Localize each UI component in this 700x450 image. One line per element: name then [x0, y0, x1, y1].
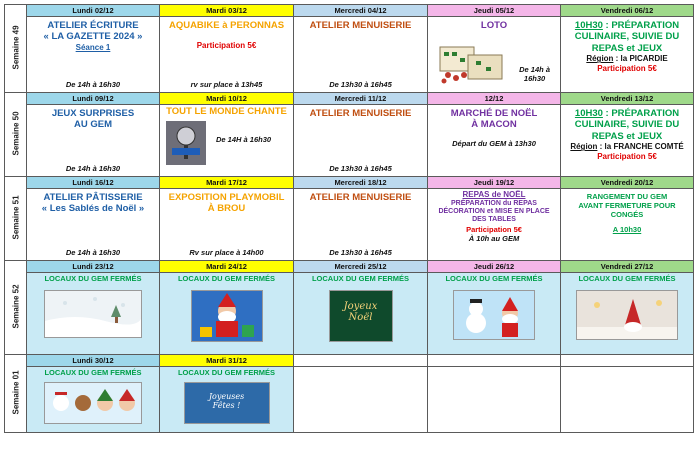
gnome-image — [576, 290, 678, 340]
activity-cell: ATELIER ÉCRITURE « LA GAZETTE 2024 » Séance 1 De 14h à 16h30 — [27, 17, 160, 93]
closed-cell: LOCAUX DU GEM FERMÉS — [428, 273, 561, 355]
activity-cell: RANGEMENT DU GEM AVANT FERMETURE POUR CONGÉS A 10h30 — [561, 189, 694, 261]
day-header: Jeudi 19/12 — [428, 177, 561, 189]
joyeuses-fetes-card: Joyeuses Fêtes ! — [184, 382, 270, 424]
week52-header-row — [5, 261, 694, 273]
day-header: Mercredi 18/12 — [294, 177, 428, 189]
activity-cell: MARCHÉ DE NOËL À MACON Départ du GEM à 13h30 — [428, 105, 561, 177]
week49-header-row — [5, 5, 694, 17]
day-header: Jeudi 26/12 — [428, 261, 561, 273]
week50-activities — [5, 105, 694, 177]
week-label: Semaine 52 — [5, 261, 27, 355]
activity-cell: 10H30 : PRÉPARATION CULINAIRE, SUIVIE DU REPAS et JEUX Région : la PICARDIE Participation 5€ — [561, 17, 694, 93]
week51-activities — [5, 189, 694, 261]
day-header: Mardi 31/12 — [160, 355, 294, 367]
santa-image — [191, 290, 263, 342]
activity-cell: REPAS de NOËL PRÉPARATION du REPAS DÉCORATION et MISE EN PLACE DES TABLES Participation 5€ À 10h au GEM — [428, 189, 561, 261]
closed-cell: LOCAUX DU GEM FERMÉS — [160, 273, 294, 355]
day-header: 12/12 — [428, 93, 561, 105]
day-header: Mardi 24/12 — [160, 261, 294, 273]
loto-image — [438, 41, 508, 85]
planning-table — [4, 4, 694, 433]
closed-cell: LOCAUX DU GEM FERMÉS Joyeux Noël — [294, 273, 428, 355]
week50-header-row — [5, 93, 694, 105]
activity-cell: ATELIER MENUISERIE De 13h30 à 16h45 — [294, 189, 428, 261]
christmas-characters-image — [44, 382, 142, 424]
day-header: Vendredi 06/12 — [561, 5, 694, 17]
week01-header-row — [5, 355, 694, 367]
day-header: Jeudi 05/12 — [428, 5, 561, 17]
closed-cell: LOCAUX DU GEM FERMÉS — [27, 367, 160, 433]
snowman-santa-image — [453, 290, 535, 340]
activity-cell: AQUABIKE à PERONNAS Participation 5€ rv sur place à 13h45 — [160, 17, 294, 93]
empty-cell — [428, 367, 561, 433]
day-header: Lundi 02/12 — [27, 5, 160, 17]
day-header: Vendredi 27/12 — [561, 261, 694, 273]
snow-landscape-image — [44, 290, 142, 338]
week52-closed — [5, 273, 694, 355]
week-label: Semaine 50 — [5, 93, 27, 177]
week49-activities — [5, 17, 694, 93]
day-header: Lundi 23/12 — [27, 261, 160, 273]
activity-cell: ATELIER MENUISERIE De 13h30 à 16h45 — [294, 17, 428, 93]
day-header: Vendredi 20/12 — [561, 177, 694, 189]
closed-cell: LOCAUX DU GEM FERMÉS — [27, 273, 160, 355]
week-label: Semaine 01 — [5, 355, 27, 433]
activity-cell: TOUT LE MONDE CHANTE De 14H à 16h30 — [160, 105, 294, 177]
day-header: Mercredi 25/12 — [294, 261, 428, 273]
joyeux-noel-card: Joyeux Noël — [329, 290, 393, 342]
week-label: Semaine 49 — [5, 5, 27, 93]
day-header: Lundi 30/12 — [27, 355, 160, 367]
day-header: Vendredi 13/12 — [561, 93, 694, 105]
closed-cell: LOCAUX DU GEM FERMÉS — [561, 273, 694, 355]
activity-cell: 10H30 : PRÉPARATION CULINAIRE, SUIVIE DU REPAS et JEUX Région : la FRANCHE COMTÉ Participation 5€ — [561, 105, 694, 177]
day-header: Mardi 10/12 — [160, 93, 294, 105]
day-header: Mardi 17/12 — [160, 177, 294, 189]
empty-header — [294, 355, 428, 367]
week01-closed — [5, 367, 694, 433]
empty-cell — [294, 367, 428, 433]
day-header: Mercredi 04/12 — [294, 5, 428, 17]
closed-cell: LOCAUX DU GEM FERMÉS Joyeuses Fêtes ! — [160, 367, 294, 433]
day-header: Lundi 16/12 — [27, 177, 160, 189]
activity-cell: LOTO De 14h à 16h30 — [428, 17, 561, 93]
day-header: Mardi 03/12 — [160, 5, 294, 17]
empty-header — [428, 355, 561, 367]
week51-header-row — [5, 177, 694, 189]
microphone-image — [166, 121, 206, 165]
empty-header — [561, 355, 694, 367]
activity-cell: ATELIER MENUISERIE De 13h30 à 16h45 — [294, 105, 428, 177]
day-header: Mercredi 11/12 — [294, 93, 428, 105]
activity-cell: EXPOSITION PLAYMOBIL À BROU Rv sur place à 14h00 — [160, 189, 294, 261]
day-header: Lundi 09/12 — [27, 93, 160, 105]
week-label: Semaine 51 — [5, 177, 27, 261]
activity-cell: JEUX SURPRISES AU GEM De 14h à 16h30 — [27, 105, 160, 177]
empty-cell — [561, 367, 694, 433]
activity-cell: ATELIER PÂTISSERIE « Les Sablés de Noël » De 14h à 16h30 — [27, 189, 160, 261]
